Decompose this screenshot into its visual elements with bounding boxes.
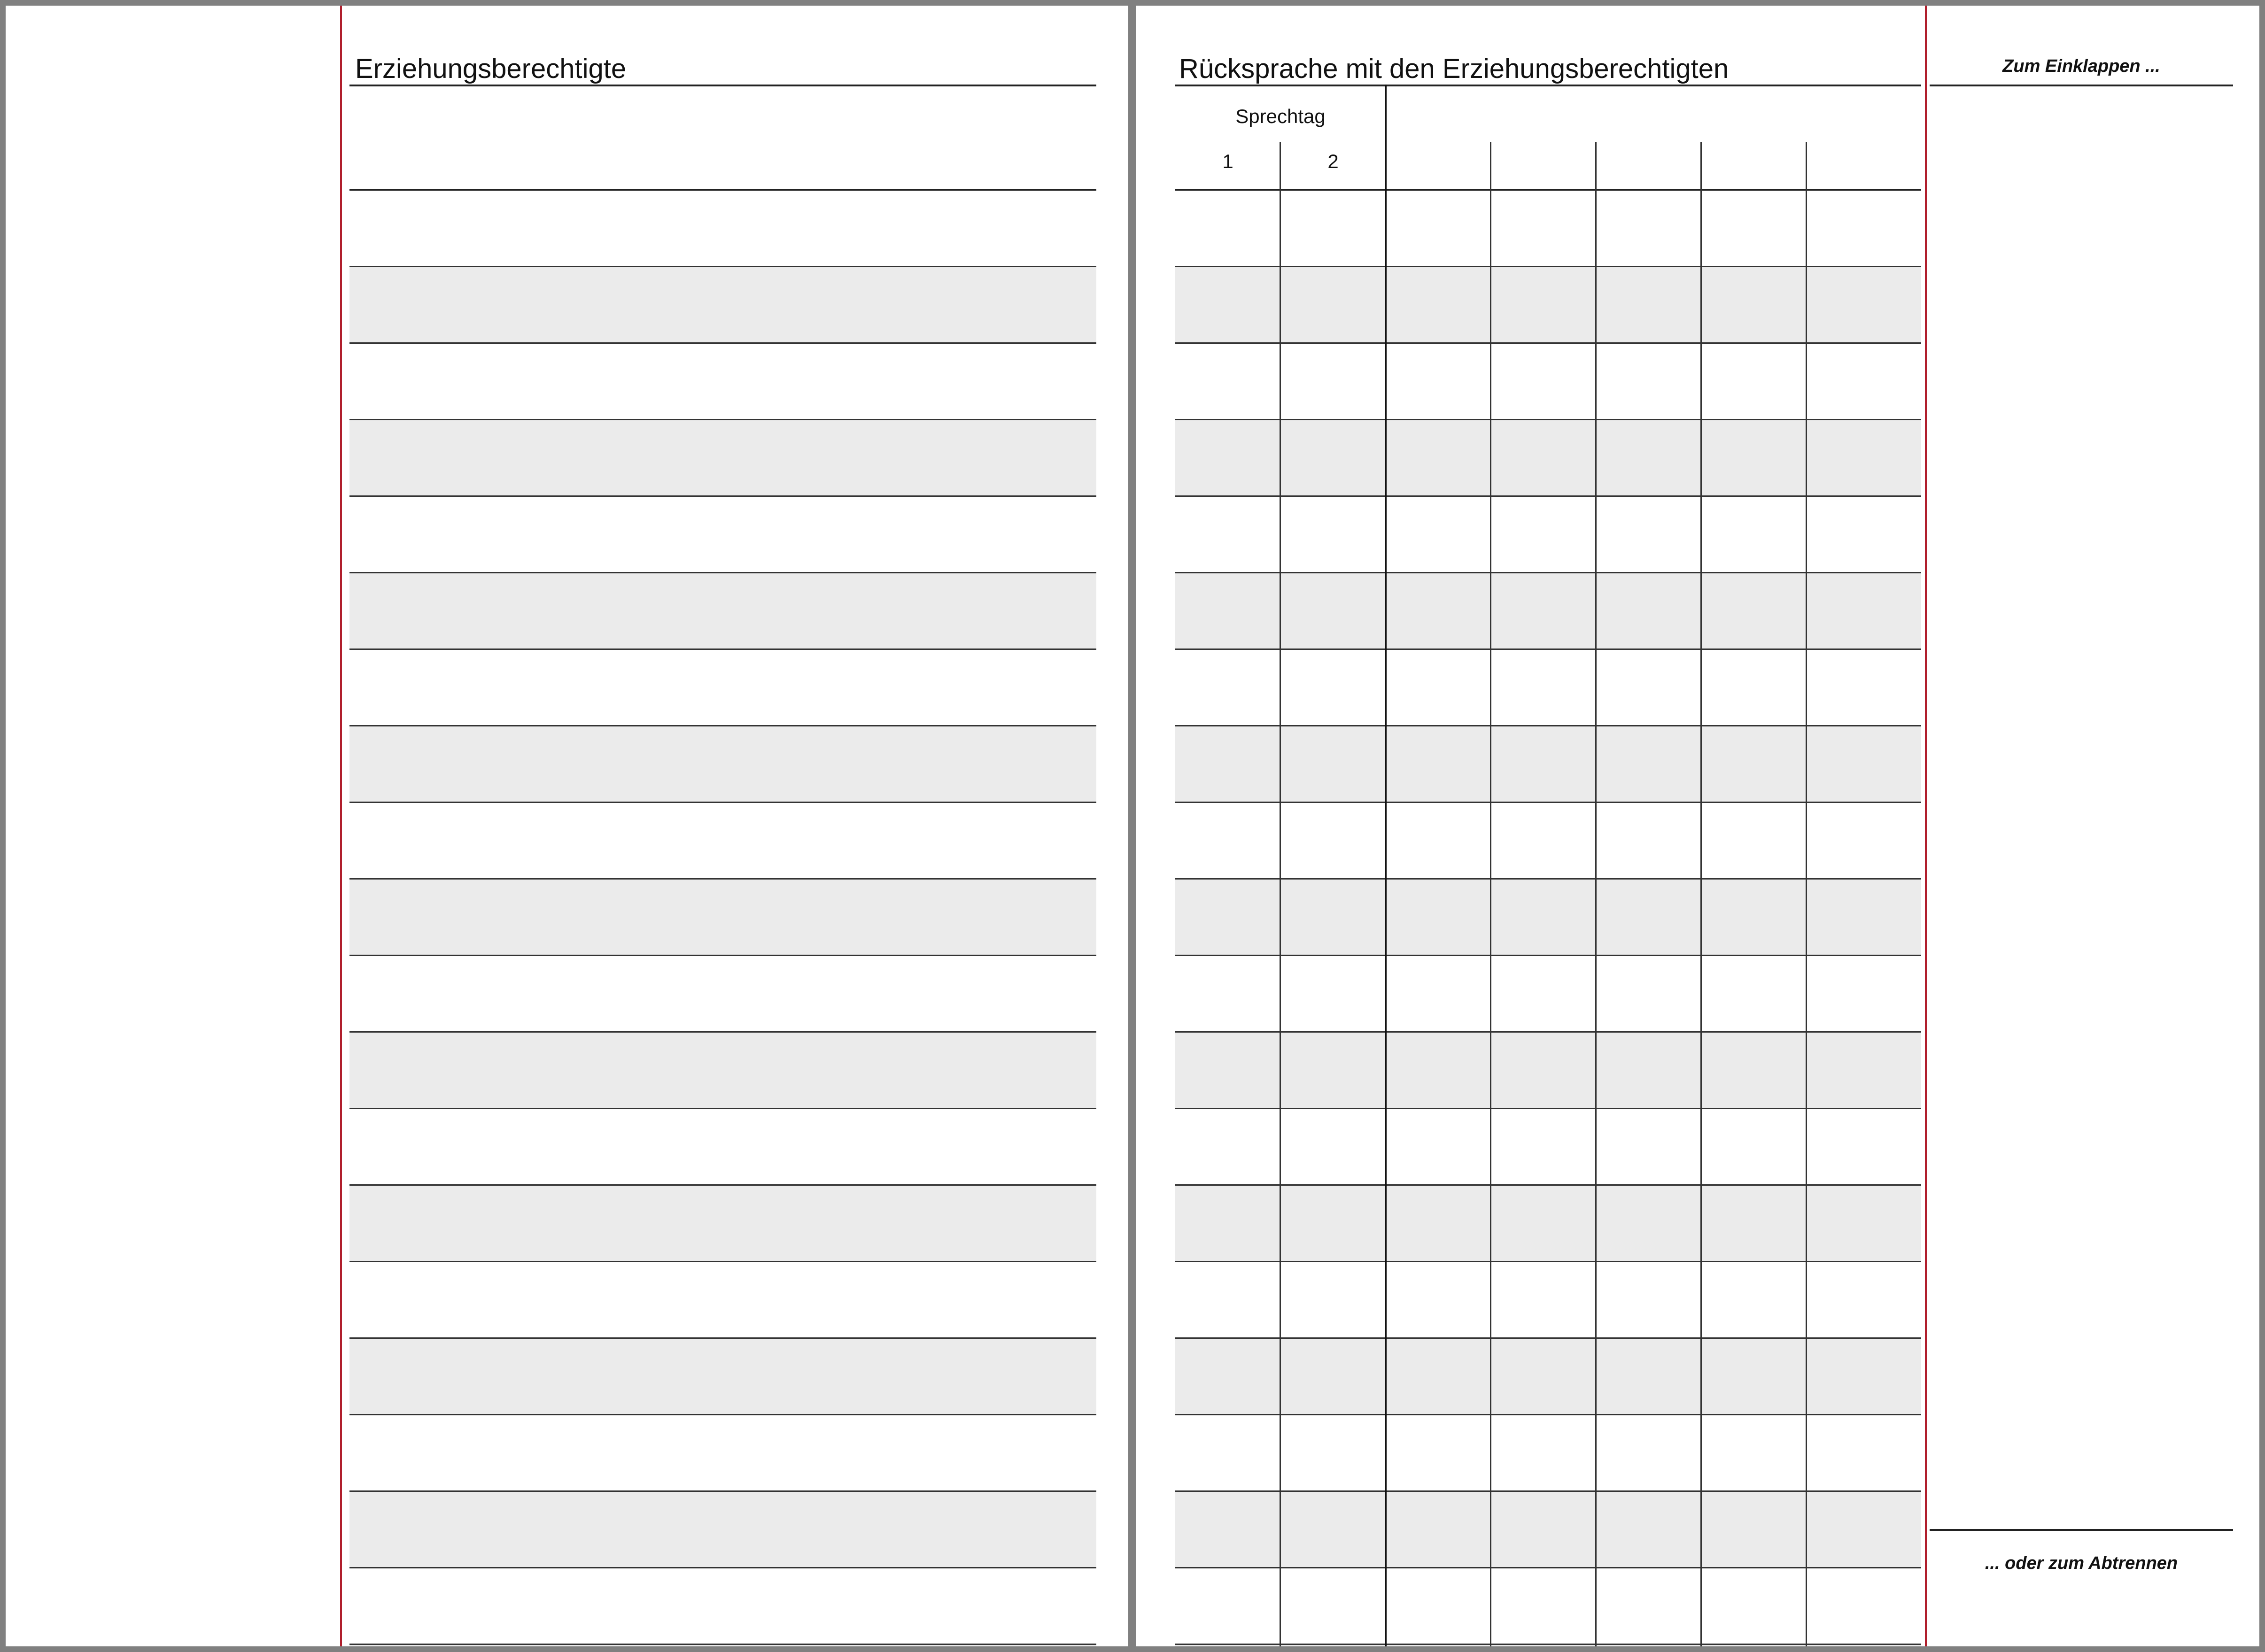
column-divider <box>1490 142 1491 1646</box>
ruled-row <box>349 1109 1096 1186</box>
page-title: Erziehungsberechtigte <box>355 54 627 84</box>
ruled-row <box>349 1262 1096 1339</box>
ruled-row <box>1175 956 1921 1033</box>
right-page <box>1136 6 2259 1646</box>
ruled-row <box>1175 726 1921 803</box>
ruled-row <box>1175 1415 1921 1492</box>
ruled-row <box>1175 880 1921 956</box>
ruled-row <box>1175 191 1921 267</box>
ruled-row <box>1175 1109 1921 1186</box>
ruled-row <box>1175 1568 1921 1645</box>
ruled-row <box>349 880 1096 956</box>
column-divider <box>1806 142 1807 1646</box>
ruled-row <box>349 956 1096 1033</box>
ruled-row <box>1175 803 1921 880</box>
fold-line <box>1925 6 1927 1646</box>
ruled-row <box>349 1415 1096 1492</box>
title-underline <box>349 85 1096 86</box>
ruled-row <box>1175 1492 1921 1568</box>
sprechtag-header: Sprechtag <box>1235 105 1326 127</box>
ruled-row <box>1175 1033 1921 1109</box>
ruled-row <box>349 573 1096 650</box>
ruled-row <box>349 726 1096 803</box>
fold-bottom-label: ... oder zum Abtrennen <box>1985 1553 2178 1573</box>
ruled-row <box>349 191 1096 267</box>
title-underline <box>1175 85 1921 86</box>
ruled-row <box>349 344 1096 420</box>
column-divider <box>1700 142 1702 1646</box>
page-title: Rücksprache mit den Erziehungsberechtigten <box>1179 54 1729 84</box>
sprechtag-column-2: 2 <box>1327 150 1339 172</box>
left-page <box>6 6 1128 1646</box>
ruled-row <box>349 650 1096 726</box>
ruled-row <box>349 1645 1096 1646</box>
ruled-row <box>1175 573 1921 650</box>
ruled-row <box>349 1568 1096 1645</box>
margin-line <box>340 6 342 1646</box>
sprechtag-column-1: 1 <box>1222 150 1233 172</box>
ruled-row <box>1175 1186 1921 1262</box>
column-divider <box>1385 85 1387 1646</box>
fold-bottom-rule <box>1930 1529 2233 1531</box>
ruled-row <box>1175 1262 1921 1339</box>
ruled-row <box>1175 267 1921 344</box>
column-divider <box>1280 142 1281 1646</box>
ruled-row <box>1175 344 1921 420</box>
fold-top-label: Zum Einklappen ... <box>2002 56 2160 76</box>
ruled-row <box>1175 650 1921 726</box>
ruled-row <box>1175 1339 1921 1415</box>
ruled-row <box>349 267 1096 344</box>
ruled-row <box>349 1186 1096 1262</box>
ruled-row <box>349 1492 1096 1568</box>
ruled-row <box>1175 497 1921 573</box>
ruled-row <box>349 1339 1096 1415</box>
column-divider <box>1595 142 1597 1646</box>
ruled-row <box>349 420 1096 497</box>
ruled-row <box>349 1033 1096 1109</box>
ruled-row <box>349 497 1096 573</box>
ruled-row <box>1175 420 1921 497</box>
ruled-row <box>1175 1645 1921 1646</box>
fold-top-rule <box>1930 85 2233 86</box>
ruled-row <box>349 803 1096 880</box>
